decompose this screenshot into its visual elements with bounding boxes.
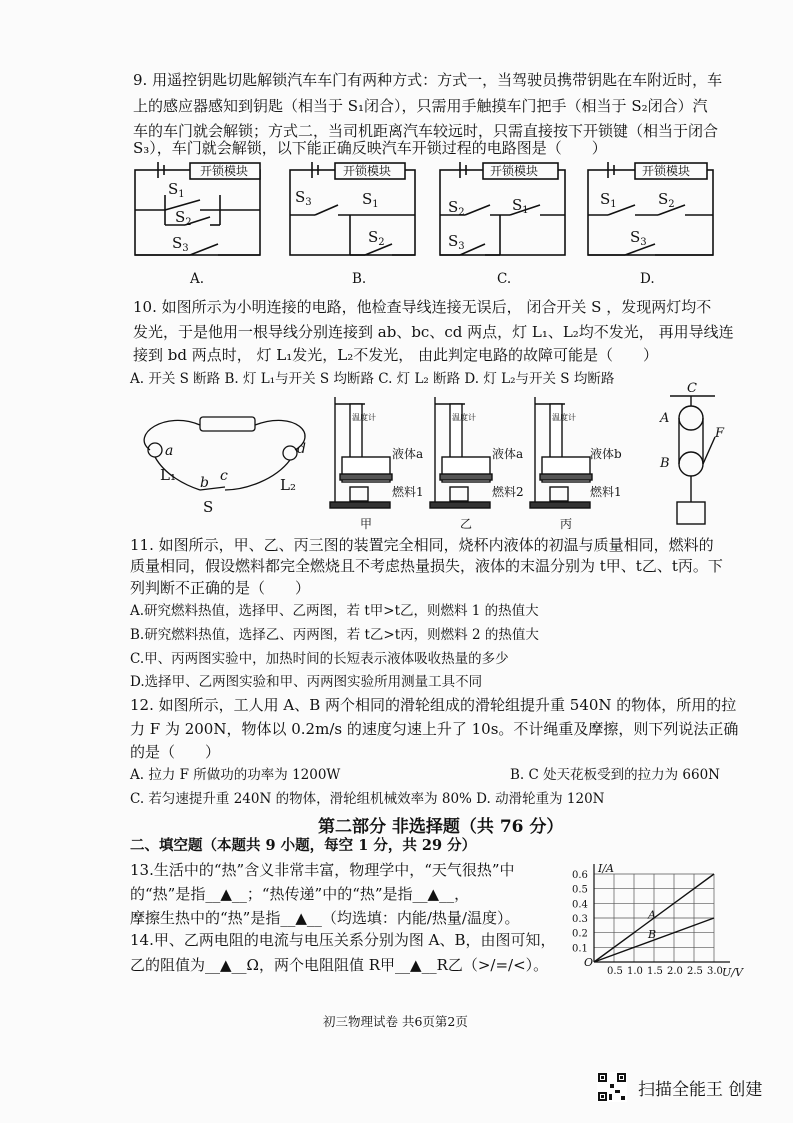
thermometer-label-bing: 温度计 [552,413,576,422]
q12-option-a: A. 拉力 F 所做功的功率为 1200W [130,767,341,783]
q11-line-2: 质量相同，假设燃料都完全燃烧且不考虑热量损失，液体的末温分别为 t甲、t乙、t丙。下 [130,557,723,575]
q14-line-2: 乙的阻值为__▲__Ω，两个电阻阻值 R甲__▲__R乙（>/=/<）。 [130,956,549,974]
q10-circuit-figure [125,395,325,525]
iu-chart [560,862,743,982]
q9-line-4: S₃），车门就会解锁，以下能正确反映汽车开锁过程的电路图是（ ） [133,139,607,157]
svg-text:S2: $S_2$ [368,228,385,248]
fuel-label-bing: 燃料1 [590,485,622,499]
module-label-b: 开锁模块 [343,164,392,178]
circuit-label-c: c [220,468,228,484]
module-label-a: 开锁模块 [200,164,249,178]
x-tick-label: 1.0 [627,966,643,977]
fig-label-jia: 甲 [360,517,373,531]
q9-option-b: B. [352,271,367,287]
thermometer-label-jia: 温度计 [352,413,376,422]
svg-text:S2: $S_2$ [175,208,192,228]
fig-label-bing: 丙 [560,517,573,531]
q10-line-1: 10. 如图所示为小明连接的电路，他检查导线连接无误后， 闭合开关 S ，发现两灯均不 [133,298,712,316]
section-heading: 二、填空题（本题共 9 小题，每空 1 分，共 29 分） [130,837,477,854]
q9-option-a: A. [190,271,205,287]
q12-line-2: 力 F 为 200N，物体以 0.2m/s 的速度匀速上升了 10s。不计绳重及摩擦，则下列说法正确 [130,720,739,738]
circuit-label-d: d [297,441,306,457]
x-tick-label: 2.5 [687,966,703,977]
q12-option-cd: C. 若匀速提升重 240N 的物体，滑轮组机械效率为 80% D. 动滑轮重为 120N [130,791,605,807]
circuit-label-a: a [165,443,174,459]
module-label-c: 开锁模块 [490,164,539,178]
q13-line-2: 的“热”是指__▲__；“热传递”中的“热”是指__▲__， [130,885,470,903]
q10-options: A. 开关 S 断路 B. 灯 L₁与开关 S 均断路 C. 灯 L₂ 断路 D. 灯 L₂与开关 S 均断路 [130,371,615,387]
q11-line-3: 列判断不正确的是（ ） [130,579,311,597]
svg-text:S2: $S_2$ [448,198,465,218]
y-tick-label: 0.1 [572,943,588,955]
q9-line-1: 9. 用遥控钥匙切匙解锁汽车车门有两种方式：方式一，当驾驶员携带钥匙在车附近时，车 [133,71,723,89]
fuel-label-yi: 燃料2 [492,485,524,499]
x-tick-label: 0.5 [607,966,623,977]
y-tick-label: 0.4 [572,899,588,911]
q9-line-2: 上的感应器感知到钥匙（相当于 S₁闭合），只需用手触摸车门把手（相当于 S₂闭合）汽 [133,97,708,115]
y-tick-label: 0.5 [572,884,588,896]
svg-text:S3: $S_3$ [295,188,312,208]
q11-option-b: B.研究燃料热值，选择乙、丙两图，若 t乙>t丙，则燃料 2 的热值大 [130,627,539,643]
q9-option-c: C. [497,271,512,287]
origin-label: O [584,956,594,969]
part2-title: 第二部分 非选择题（共 76 分） [318,817,564,837]
q12-line-1: 12. 如图所示，工人用 A、B 两个相同的滑轮组成的滑轮组提升重 540N 的物体，所用的拉 [130,696,737,714]
q9-circuit-figures [130,160,730,285]
x-tick-label: 1.5 [647,966,663,977]
q11-option-d: D.选择甲、乙两图实验和甲、丙两图实验所用测量工具不同 [130,674,483,690]
q11-option-a: A.研究燃料热值，选择甲、乙两图，若 t甲>t乙，则燃料 1 的热值大 [130,603,539,619]
liquid-label-bing: 液体b [590,447,622,461]
circuit-label-s: S [203,498,214,516]
q11-option-c: C.甲、丙两图实验中，加热时间的长短表示液体吸收热量的多少 [130,651,509,667]
q11-line-1: 11. 如图所示，甲、乙、丙三图的装置完全相同，烧杯内液体的初温与质量相同，燃料的 [130,536,714,554]
svg-text:S1: $S_1$ [168,180,185,200]
q9-line-3: 车的车门就会解锁；方式二，当司机距离汽车较远时，只需直接按下开锁键（相当于闭合 [133,122,719,140]
q12-line-3: 的是（ ） [130,743,221,761]
y-axis-label: I/A [598,862,614,875]
series-label-A: A [648,908,656,922]
q13-line-1: 13.生活中的“热”含义非常丰富，物理学中，“天气很热”中 [130,861,515,879]
svg-text:S1: $S_1$ [362,190,379,210]
q9-option-d: D. [640,271,655,287]
pulley-label-c: C [687,381,697,396]
fig-label-yi: 乙 [460,517,473,531]
x-tick-label: 2.0 [667,966,683,977]
q10-line-2: 发光，于是他用一根导线分别连接到 ab、bc、cd 两点，灯 L₁、L₂均不发光， 再用导线连 [133,323,734,341]
liquid-label-jia: 液体a [392,447,424,461]
pulley-figure [655,382,735,527]
q13-line-3: 摩擦生热中的“热”是指__▲__（均选填：内能/热量/温度）。 [130,909,520,927]
svg-text:S3: $S_3$ [448,232,465,252]
svg-text:S3: $S_3$ [172,234,189,254]
y-tick-label: 0.2 [572,928,588,940]
svg-text:S1: $S_1$ [600,190,617,210]
pulley-label-f: F [715,426,725,441]
pulley-label-b: B [660,456,670,471]
x-axis-label: U/V [722,966,743,979]
fuel-label-jia: 燃料1 [392,485,424,499]
y-tick-label: 0.3 [572,914,588,925]
q14-line-1: 14.甲、乙两电阻的电流与电压关系分别为图 A、B，由图可知， [130,931,556,949]
page-footer: 初三物理试卷 共6页第2页 [323,1014,468,1029]
series-label-B: B [648,928,657,942]
circuit-label-b: b [200,475,209,491]
svg-text:S2: $S_2$ [658,190,675,210]
svg-text:S3: $S_3$ [630,228,647,248]
svg-text:S1: $S_1$ [512,196,529,216]
thermometer-label-yi: 温度计 [452,413,476,422]
q10-line-3: 接到 bd 两点时， 灯 L₁发光，L₂不发光， 由此判定电路的故障可能是（ ） [133,346,658,364]
circuit-label-l1: L₁ [160,466,176,484]
scanner-watermark: 扫描全能王 创建 [638,1080,763,1100]
pulley-label-a: A [660,411,670,426]
y-tick-label: 0.6 [572,870,588,881]
x-tick-label: 3.0 [707,966,723,977]
module-label-d: 开锁模块 [642,164,691,178]
q12-option-b: B. C 处天花板受到的拉力为 660N [510,767,720,783]
heat-apparatus-figures [320,392,630,532]
circuit-label-l2: L₂ [280,476,296,494]
liquid-label-yi: 液体a [492,447,524,461]
qr-code-icon [597,1072,627,1102]
